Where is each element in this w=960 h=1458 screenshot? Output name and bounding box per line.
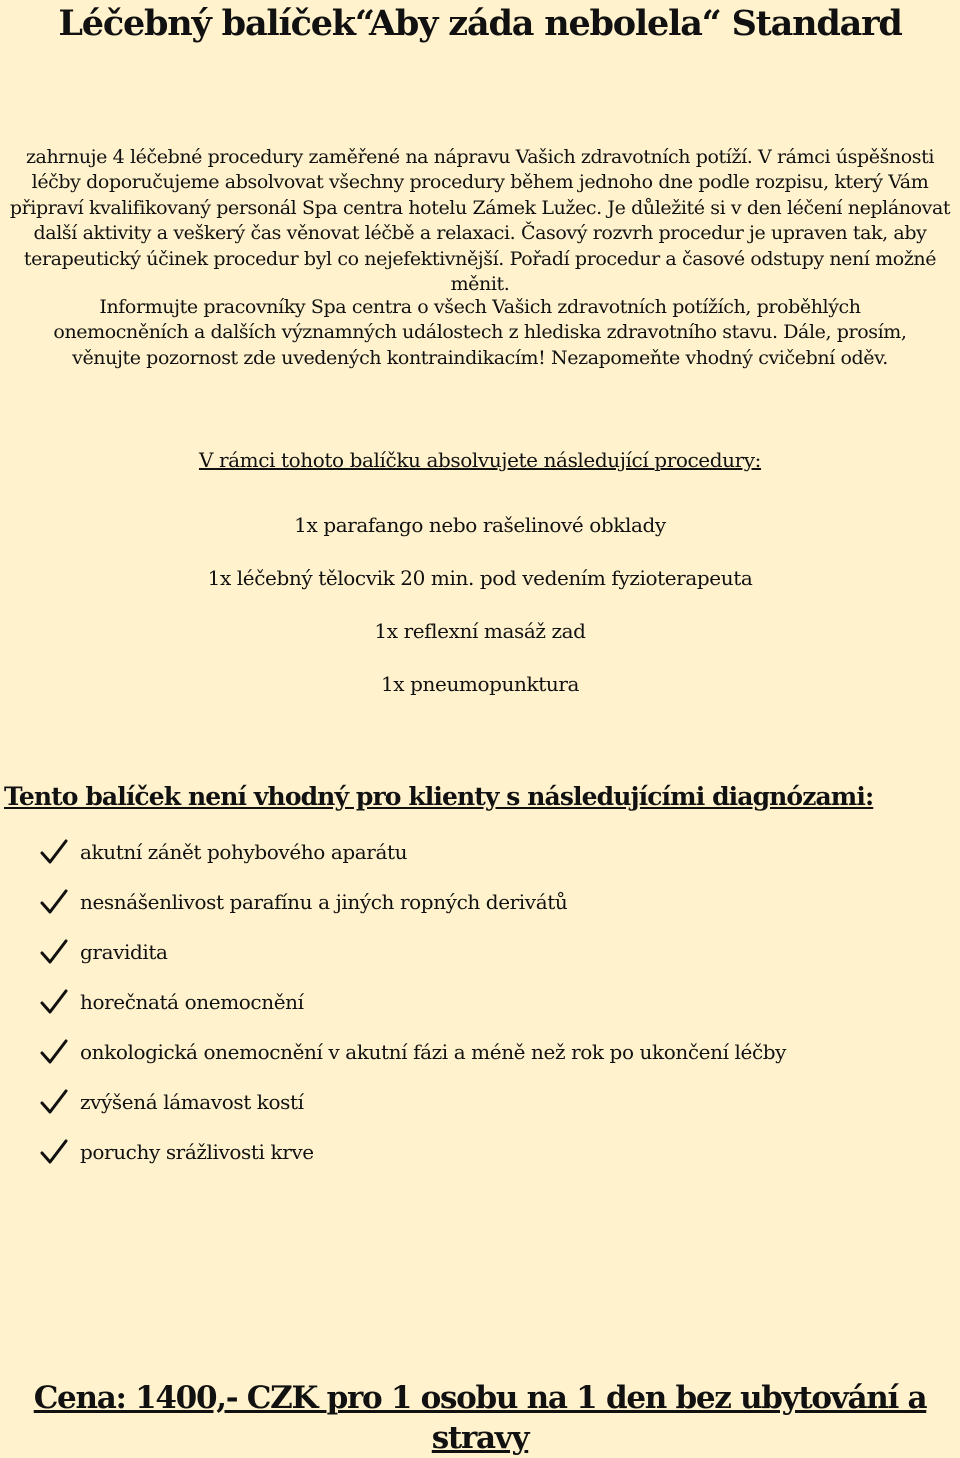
price-line: Cena: 1400,- CZK pro 1 osobu na 1 den bez ubytování a stravy (33, 1380, 927, 1456)
contraindication-item (40, 1037, 786, 1067)
contraindication-label: akutní zánět pohybového aparátu (80, 840, 408, 864)
contraindication-item (40, 937, 168, 967)
procedure-item: 1x pneumopunktura (380, 672, 580, 696)
contraindication-label: onkologická onemocnění v akutní fázi a méně než rok po ukončení léčby (80, 1040, 787, 1064)
advice-paragraph: Informujte pracovníky Spa centra o všech Vašich zdravotních potížích, proběhlých onemocněních a dalších významných událostech z hlediska zdravotního stavu. Dále, prosím, věnujte pozornost zde uvedených kontraindikacím! Nezapomeňte vhodný cvičební oděv. (53, 296, 907, 369)
procedures-heading: V rámci tohoto balíčku absolvujete následující procedury: (198, 448, 762, 472)
contraindication-item (40, 1087, 304, 1117)
checkmark-icon (40, 839, 68, 865)
checkmark-icon (40, 989, 68, 1015)
procedure-item: 1x parafango nebo rašelinové obklady (294, 513, 666, 537)
contraindications-heading: Tento balíček není vhodný pro klienty s následujícími diagnózami: (4, 782, 874, 811)
contraindication-item (40, 1137, 314, 1167)
checkmark-icon (40, 889, 68, 915)
checkmark-icon (40, 939, 68, 965)
contraindication-label: poruchy srážlivosti krve (80, 1140, 314, 1164)
intro-paragraph: zahrnuje 4 léčebné procedury zaměřené na nápravu Vašich zdravotních potíží. V rámci úspěšnosti léčby doporučujeme absolvovat všechny procedury během jednoho dne podle rozpisu, který Vám připraví kvalifikovaný personál Spa centra hotelu Zámek Lužec. Je důležité si v den léčení neplánovat další aktivity a veškerý čas věnovat léčbě a relaxaci. Časový rozvrh procedur je upraven tak, aby terapeutický účinek procedur byl co nejefektivnější. Pořadí procedur a časové odstupy není možné měnit. (9, 146, 951, 296)
page-title: Léčebný balíček“Aby záda nebolela“ Standard (58, 3, 902, 44)
checkmark-icon (40, 1139, 68, 1165)
contraindication-label: zvýšená lámavost kostí (80, 1090, 304, 1114)
procedure-item: 1x léčebný tělocvik 20 min. pod vedením fyzioterapeuta (207, 566, 753, 590)
checkmark-icon (40, 1039, 68, 1065)
contraindication-item (40, 837, 407, 867)
contraindication-item (40, 887, 567, 917)
contraindication-label: horečnatá onemocnění (80, 990, 304, 1014)
contraindication-item (40, 987, 304, 1017)
contraindication-label: gravidita (80, 940, 168, 964)
checkmark-icon (40, 1089, 68, 1115)
procedure-item: 1x reflexní masáž zad (374, 619, 586, 643)
contraindication-label: nesnášenlivost parafínu a jiných ropných derivátů (80, 890, 568, 914)
